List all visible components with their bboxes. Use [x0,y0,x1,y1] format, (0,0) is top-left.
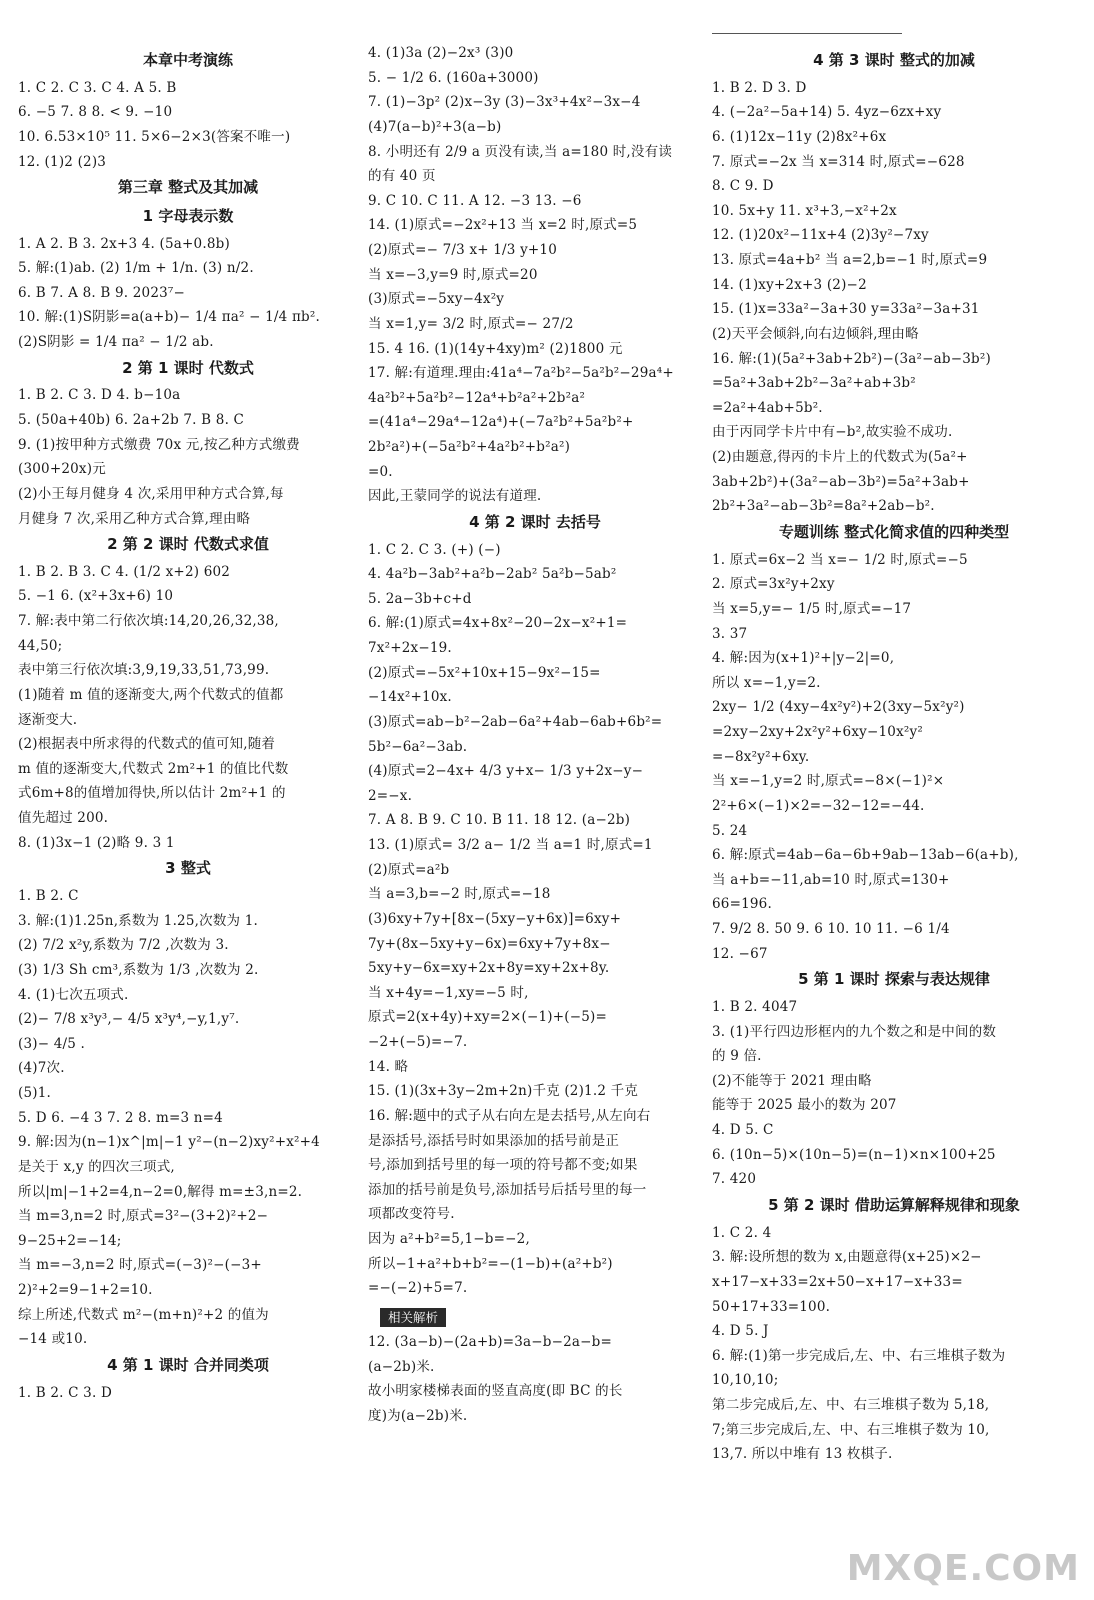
answer-line: 4. D 5. J [712,1323,769,1340]
answer-line: 7;第三步完成后,左、中、右三堆棋子数为 10, [712,1421,990,1438]
section-heading: 5 第 1 课时 探索与表达规律 [798,970,990,989]
answer-line: (3) 1/3 Sh cm³,系数为 1/3 ,次数为 2. [18,961,259,978]
section-heading: 2 第 2 课时 代数式求值 [107,535,269,554]
answer-line: 值先超过 200. [18,810,109,827]
answer-line: (2)不能等于 2021 理由略 [712,1072,872,1089]
answer-line: 8. (1)3x−1 (2)略 9. 3 1 [18,834,175,851]
answer-line: 项都改变符号. [368,1206,455,1223]
answer-line: 9. (1)按甲种方式缴费 70x 元,按乙种方式缴费 [18,436,300,453]
answer-line: 3. 解:(1)1.25n,系数为 1.25,次数为 1. [18,912,258,929]
answer-line: 所以 x=−1,y=2. [712,674,821,691]
answer-line: (4)7(a−b)²+3(a−b) [368,118,502,135]
answer-line: 当 x+4y=−1,xy=−5 时, [368,984,529,1001]
answer-line: 1. B 2. C 3. D 4. b−10a [18,387,181,404]
answer-line: 8. 小明还有 2/9 a 页没有读,当 a=180 时,没有读 [368,143,673,160]
section-heading: 4 第 1 课时 合并同类项 [107,1355,269,1374]
answer-line: 12. (3a−b)−(2a+b)=3a−b−2a−b= [368,1334,613,1351]
answer-line: 12. −67 [712,945,768,962]
answer-line: 5. 2a−3b+c+d [368,590,472,607]
answer-line: m 值的逐渐变大,代数式 2m²+1 的值比代数 [18,760,289,777]
answer-line: 5. − 1/2 6. (160a+3000) [368,69,539,86]
answer-line: 9. C 10. C 11. A 12. −3 13. −6 [368,192,582,209]
answer-line: 由于丙同学卡片中有−b²,故实验不成功. [712,424,953,441]
answer-line: 5. −1 6. (x²+3x+6) 10 [18,588,174,605]
answer-line: 6. −5 7. 8 8. < 9. −10 [18,104,173,121]
answer-line: 5. D 6. −4 3 7. 2 8. m=3 n=4 [18,1109,223,1126]
answer-line: 8. C 9. D [712,178,774,195]
answer-line: 6. (1)12x−11y (2)8x²+6x [712,128,887,145]
section-heading: 5 第 2 课时 借助运算解释规律和现象 [768,1195,1020,1214]
answer-line: 2. 原式=3x²y+2xy [712,576,835,593]
answer-line: 5xy+y−6x=xy+2x+8y=xy+2x+8y. [368,960,610,977]
answer-line: 号,添加到括号里的每一项的符号都不变;如果 [368,1157,638,1174]
answer-line: 4. (1)七次五项式. [18,986,129,1003]
answer-line: (4)7次. [18,1060,65,1077]
answer-column-middle [368,44,702,1432]
answer-line: 6. 解:(1)第一步完成后,左、中、右三堆棋子数为 [712,1347,1006,1364]
answer-line: =−(−2)+5=7. [368,1280,468,1297]
answer-line: (3)原式=−5xy−4x²y [368,291,505,308]
answer-line: (2)原式=a²b [368,861,450,878]
answer-column-left [18,44,358,1408]
answer-line: 15. (1)x=33a²−3a+30 y=33a²−3a+31 [712,301,980,318]
answer-column-right [712,44,1076,1470]
answer-line: 4. (−2a²−5a+14) 5. 4yz−6zx+xy [712,104,942,121]
answer-line: 5. 解:(1)ab. (2) 1/m + 1/n. (3) n/2. [18,260,254,277]
answer-line: 10. 6.53×10⁵ 11. 5×6−2×3(答案不唯一) [18,128,291,145]
answer-line: 13. 原式=4a+b² 当 a=2,b=−1 时,原式=9 [712,252,988,269]
answer-line: 1. B 2. B 3. C 4. (1/2 x+2) 602 [18,563,231,580]
answer-line: 7. 420 [712,1171,757,1188]
answer-line: 4a²b²+5a²b²−12a⁴+b²a²+2b²a² [368,389,586,406]
answer-line: 综上所述,代数式 m²−(m+n)²+2 的值为 [18,1306,269,1323]
answer-line: 7. (1)−3p² (2)x−3y (3)−3x³+4x²−3x−4 [368,94,641,111]
answer-line: 1. C 2. C 3. C 4. A 5. B [18,79,177,96]
answer-line: 故小明家楼梯表面的竖直高度(即 BC 的长 [368,1383,623,1400]
answer-line: 1. A 2. B 3. 2x+3 4. (5a+0.8b) [18,235,230,252]
answer-line: 的有 40 页 [368,168,436,185]
answer-line: (3)− 4/5 . [18,1035,86,1052]
answer-line: 3ab+2b²)+(3a²−ab−3b²)=5a²+3ab+ [712,473,970,490]
answer-line: 15. 4 16. (1)(14y+4xy)m² (2)1800 元 [368,340,623,357]
answer-line: 10. 解:(1)S阴影=a(a+b)− 1/4 πa² − 1/4 πb². [18,309,320,326]
answer-line: 因为 a²+b²=5,1−b=−2, [368,1231,530,1248]
answer-line: −14x²+10x. [368,689,452,706]
answer-line: 7x²+2x−19. [368,640,452,657]
answer-line: =−8x²y²+6xy. [712,748,810,765]
answer-line: (2)天平会倾斜,向右边倾斜,理由略 [712,325,919,342]
answer-line: 16. 解:题中的式子从右向左是去括号,从左向右 [368,1107,651,1124]
answer-line: 当 m=3,n=2 时,原式=3²−(3+2)²+2− [18,1208,269,1225]
answer-line: 当 x=1,y= 3/2 时,原式=− 27/2 [368,315,574,332]
section-heading: 2 第 1 课时 代数式 [122,358,254,377]
answer-line: 7. 解:表中第二行依次填:14,20,26,32,38, [18,613,279,630]
answer-line: 1. B 2. D 3. D [712,79,807,96]
answer-line: 4. 4a²b−3ab²+a²b−2ab² 5a²b−5ab² [368,566,617,583]
answer-line: 16. 解:(1)(5a²+3ab+2b²)−(3a²−ab−3b²) [712,350,991,367]
answer-line: 5. (50a+40b) 6. 2a+2b 7. B 8. C [18,412,245,428]
answer-line: (3)6xy+7y+[8x−(5xy−y+6x)]=6xy+ [368,910,622,927]
answer-line: 当 a+b=−11,ab=10 时,原式=130+ [712,871,950,888]
answer-line: 1. B 2. C [18,888,79,904]
answer-line: 4. (1)3a (2)−2x³ (3)0 [368,45,514,61]
answer-line: 逐渐变大. [18,711,78,728]
answer-line: 2=−x. [368,787,413,804]
answer-line: 1. 原式=6x−2 当 x=− 1/2 时,原式=−5 [712,551,968,568]
answer-line: (1)随着 m 值的逐渐变大,两个代数式的值都 [18,686,284,703]
answer-line: (2) 7/2 x²y,系数为 7/2 ,次数为 3. [18,937,229,954]
answer-line: (3)原式=ab−b²−2ab−6a²+4ab−6ab+6b²= [368,713,663,730]
answer-line: (2)小王每月健身 4 次,采用甲种方式合算,每 [18,485,284,502]
answer-line: 5b²−6a²−3ab. [368,738,468,755]
answer-line: (2)原式=−5x²+10x+15−9x²−15= [368,664,601,681]
answer-line: (5)1. [18,1085,52,1101]
answer-line: 度)为(a−2b)米. [368,1408,468,1425]
answer-line: 7. 原式=−2x 当 x=314 时,原式=−628 [712,153,965,170]
answer-line: 因此,王蒙同学的说法有道理. [368,488,542,505]
answer-line: 13,7. 所以中堆有 13 枚棋子. [712,1446,893,1463]
answer-line: (2)− 7/8 x³y³,− 4/5 x³y⁴,−y,1,y⁷. [18,1011,240,1028]
answer-line: 2)²+2=9−1+2=10. [18,1282,153,1298]
answer-line: 月健身 7 次,采用乙种方式合算,理由略 [18,510,251,527]
answer-line: 7. 9/2 8. 50 9. 6 10. 10 11. −6 1/4 [712,921,950,937]
section-heading: 3 整式 [165,859,211,878]
answer-line: 14. 略 [368,1058,409,1075]
watermark-logo: MXQE.COM [846,1548,1080,1590]
answer-line: 3. 37 [712,625,748,642]
answer-line: 15. (1)(3x+3y−2m+2n)千克 (2)1.2 千克 [368,1083,639,1100]
answer-line: 17. 解:有道理.理由:41a⁴−7a²b²−5a²b²−29a⁴+ [368,365,674,382]
answer-line: (2)由题意,得丙的卡片上的代数式为(5a²+ [712,449,968,466]
answer-line: 式6m+8的值增加得快,所以估计 2m²+1 的 [18,785,286,802]
answer-line: 4. D 5. C [712,1122,774,1139]
answer-line: =2a²+4ab+5b². [712,399,823,416]
answer-line: 50+17+33=100. [712,1298,831,1315]
section-heading: 1 字母表示数 [142,206,234,225]
answer-line: =0. [368,463,393,480]
answer-line: 第二步完成后,左、中、右三堆棋子数为 5,18, [712,1397,990,1413]
answer-line: 10. 5x+y 11. x³+3,−x²+2x [712,202,897,219]
answer-line: 1. B 2. C 3. D [18,1384,112,1401]
answer-line: 当 a=3,b=−2 时,原式=−18 [368,886,551,903]
answer-line: =2xy−2xy+2x²y²+6xy−10x²y² [712,724,923,740]
answer-line: 3. (1)平行四边形框内的九个数之和是中间的数 [712,1023,997,1040]
answer-line: 是添括号,添括号时如果添加的括号前是正 [368,1132,620,1149]
answer-line: 7. A 8. B 9. C 10. B 11. 18 12. (a−2b) [368,812,631,829]
answer-line: 当 x=5,y=− 1/5 时,原式=−17 [712,600,912,617]
answer-line: 6. (10n−5)×(10n−5)=(n−1)×n×100+25 [712,1146,996,1163]
answer-line: =5a²+3ab+2b²−3a²+ab+3b² [712,375,916,392]
answer-line: 当 x=−1,y=2 时,原式=−8×(−1)²× [712,773,945,790]
answer-line: 9. 解:因为(n−1)x^|m|−1 y²−(n−2)xy²+x²+4 [18,1134,320,1151]
answer-line: 2²+6×(−1)×2=−32−12=−44. [712,797,925,814]
section-heading: 4 第 2 课时 去括号 [469,512,601,531]
answer-line: 12. (1)20x²−11x+4 (2)3y²−7xy [712,227,929,244]
answer-line: 10,10,10; [712,1372,779,1389]
answer-line: (2)S阴影 = 1/4 πa² − 1/2 ab. [18,334,214,351]
answer-line: 的 9 倍. [712,1048,762,1065]
answer-line: 2b²+3a²−ab−3b²=8a²+2ab−b². [712,498,935,515]
answer-line: 1. B 2. 4047 [712,998,798,1015]
answer-line: 44,50; [18,637,63,654]
answer-line: 12. (1)2 (2)3 [18,153,107,170]
answer-line: 3. 解:设所想的数为 x,由题意得(x+25)×2− [712,1249,982,1266]
answer-line: 66=196. [712,896,772,913]
answer-line: 6. B 7. A 8. B 9. 2023⁷− [18,284,186,301]
answer-line: 当 x=−3,y=9 时,原式=20 [368,266,538,283]
answer-line: 9−25+2=−14; [18,1232,122,1249]
answer-line: 14. (1)原式=−2x²+13 当 x=2 时,原式=5 [368,217,638,234]
answer-line: 所以−1+a²+b+b²=−(1−b)+(a²+b²) [368,1255,613,1272]
answer-line: (4)原式=2−4x+ 4/3 y+x− 1/3 y+2x−y− [368,763,644,780]
answer-line: 2xy− 1/2 (4xy−4x²y²)+2(3xy−5x²y²) [712,699,965,716]
answer-line: 13. (1)原式= 3/2 a− 1/2 当 a=1 时,原式=1 [368,837,653,854]
answer-line: 原式=2(x+4y)+xy=2×(−1)+(−5)= [368,1009,608,1026]
answer-line: 14. (1)xy+2x+3 (2)−2 [712,276,867,293]
answer-line: (a−2b)米. [368,1358,435,1375]
answer-line: 添加的括号前是负号,添加括号后括号里的每一 [368,1181,647,1198]
top-rule [712,33,902,34]
answer-line: 1. C 2. C 3. (+) (−) [368,541,501,558]
answer-line: 所以|m|−1+2=4,n−2=0,解得 m=±3,n=2. [18,1183,303,1200]
answer-line: 1. C 2. 4 [712,1224,772,1241]
section-heading: 本章中考演练 [142,51,233,69]
answer-line: 表中第三行依次填:3,9,19,33,51,73,99. [18,662,270,679]
answer-line: (300+20x)元 [18,461,106,478]
answer-line: (2)原式=− 7/3 x+ 1/3 y+10 [368,242,558,258]
answer-line: 能等于 2025 最小的数为 207 [712,1097,897,1114]
answer-line: 7y+(8x−5xy+y−6x)=6xy+7y+8x− [368,935,611,952]
section-heading: 第三章 整式及其加减 [117,178,259,197]
section-heading: 专题训练 整式化简求值的四种类型 [778,522,1010,541]
answer-line: 5. 24 [712,822,748,839]
section-heading: 4 第 3 课时 整式的加减 [813,51,975,69]
answer-line: 6. 解:(1)原式=4x+8x²−20−2x−x²+1= [368,615,628,632]
related-analysis-badge: 相关解析 [380,1308,446,1327]
answer-line: (2)根据表中所求得的代数式的值可知,随着 [18,736,276,753]
answer-line: −2+(−5)=−7. [368,1034,468,1051]
answer-line: 4. 解:因为(x+1)²+|y−2|=0, [712,650,895,667]
answer-line: 是关于 x,y 的四次三项式, [18,1158,175,1175]
answer-line: x+17−x+33=2x+50−x+17−x+33= [712,1273,963,1290]
answer-line: 2b²a²)+(−5a²b²+4a²b²+b²a²) [368,439,571,455]
answer-line: −14 或10. [18,1331,88,1348]
answer-line: 当 m=−3,n=2 时,原式=(−3)²−(−3+ [18,1257,262,1274]
answer-line: 6. 解:原式=4ab−6a−6b+9ab−13ab−6(a+b), [712,847,1019,864]
answer-line: =(41a⁴−29a⁴−12a⁴)+(−7a²b²+5a²b²+ [368,414,634,431]
